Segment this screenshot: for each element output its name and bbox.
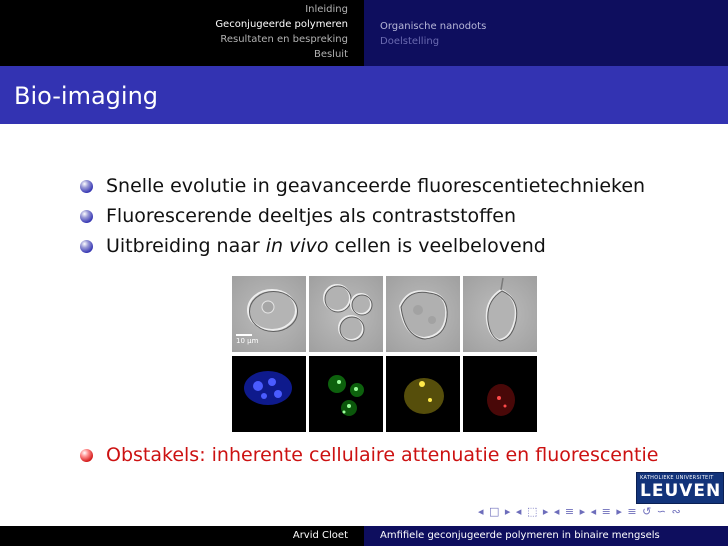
bullet-item [80, 202, 645, 232]
bullet-text-after: cellen is veelbelovend [328, 235, 546, 257]
bullet-text: Fluorescerende deeltjes als contraststoffen [106, 205, 517, 227]
nav-section-resultaten[interactable]: Resultaten en bespreking [220, 34, 348, 45]
scale-bar-label: 10 μm [236, 337, 259, 345]
dic-image-2 [309, 276, 383, 352]
footer-right [364, 526, 728, 546]
nav-section-geconjugeerde-polymeren[interactable]: Geconjugeerde polymeren [215, 19, 348, 30]
obstacle-text: Obstakels: inherente cellulaire attenuatie en fluorescentie [106, 444, 659, 466]
logo-small-text: KATHOLIEKE UNIVERSITEIT [640, 475, 714, 481]
footer-author: Arvid Cloet [292, 530, 348, 541]
obstacle-bullet [80, 441, 658, 469]
nav-section-inleiding[interactable]: Inleiding [305, 4, 348, 15]
section-navigation [0, 0, 364, 66]
bullet-ball-icon [80, 240, 93, 253]
nav-section-besluit[interactable]: Besluit [313, 49, 348, 60]
logo-big-text: LEUVEN [640, 481, 722, 501]
bullet-item [80, 172, 645, 202]
bullet-ball-red-icon [80, 449, 93, 462]
bullet-list [80, 172, 645, 262]
subsection-navigation [364, 0, 728, 66]
header-navigation [0, 0, 728, 66]
scale-bar-line [236, 334, 252, 336]
nav-subsection-doelstelling[interactable]: Doelstelling [380, 36, 440, 47]
dic-image-1 [232, 276, 306, 352]
bullet-text: Snelle evolutie in geavanceerde fluorescentietechnieken [106, 175, 646, 197]
fluorescence-yellow [386, 356, 460, 432]
fluorescence-blue [232, 356, 306, 432]
nav-subsection-organische-nanodots[interactable]: Organische nanodots [380, 21, 487, 32]
fluorescence-green [309, 356, 383, 432]
bullet-text-before: Uitbreiding naar [106, 235, 266, 257]
bullet-item [80, 232, 645, 262]
bullet-ball-icon [80, 210, 93, 223]
footer [0, 526, 728, 546]
scale-bar [236, 334, 258, 345]
footer-title: Amfifiele geconjugeerde polymeren in binaire mengsels [380, 530, 660, 541]
navigation-symbols-icon[interactable]: ◂ □ ▸ ◂ ⬚ ▸ ◂ ≡ ▸ ◂ ≡ ▸ ≡ ↺ ∽ ∾ [478, 505, 682, 518]
bullet-text-emphasis: in vivo [265, 235, 329, 257]
bullet-ball-icon [80, 180, 93, 193]
cell-microscopy-figure [232, 276, 538, 436]
dic-image-3 [386, 276, 460, 352]
ku-leuven-logo [636, 472, 724, 504]
fluorescence-red [463, 356, 537, 432]
dic-image-4 [463, 276, 537, 352]
slide-title: Bio-imaging [14, 82, 159, 110]
frame-title-bar [0, 66, 728, 124]
footer-left [0, 526, 364, 546]
